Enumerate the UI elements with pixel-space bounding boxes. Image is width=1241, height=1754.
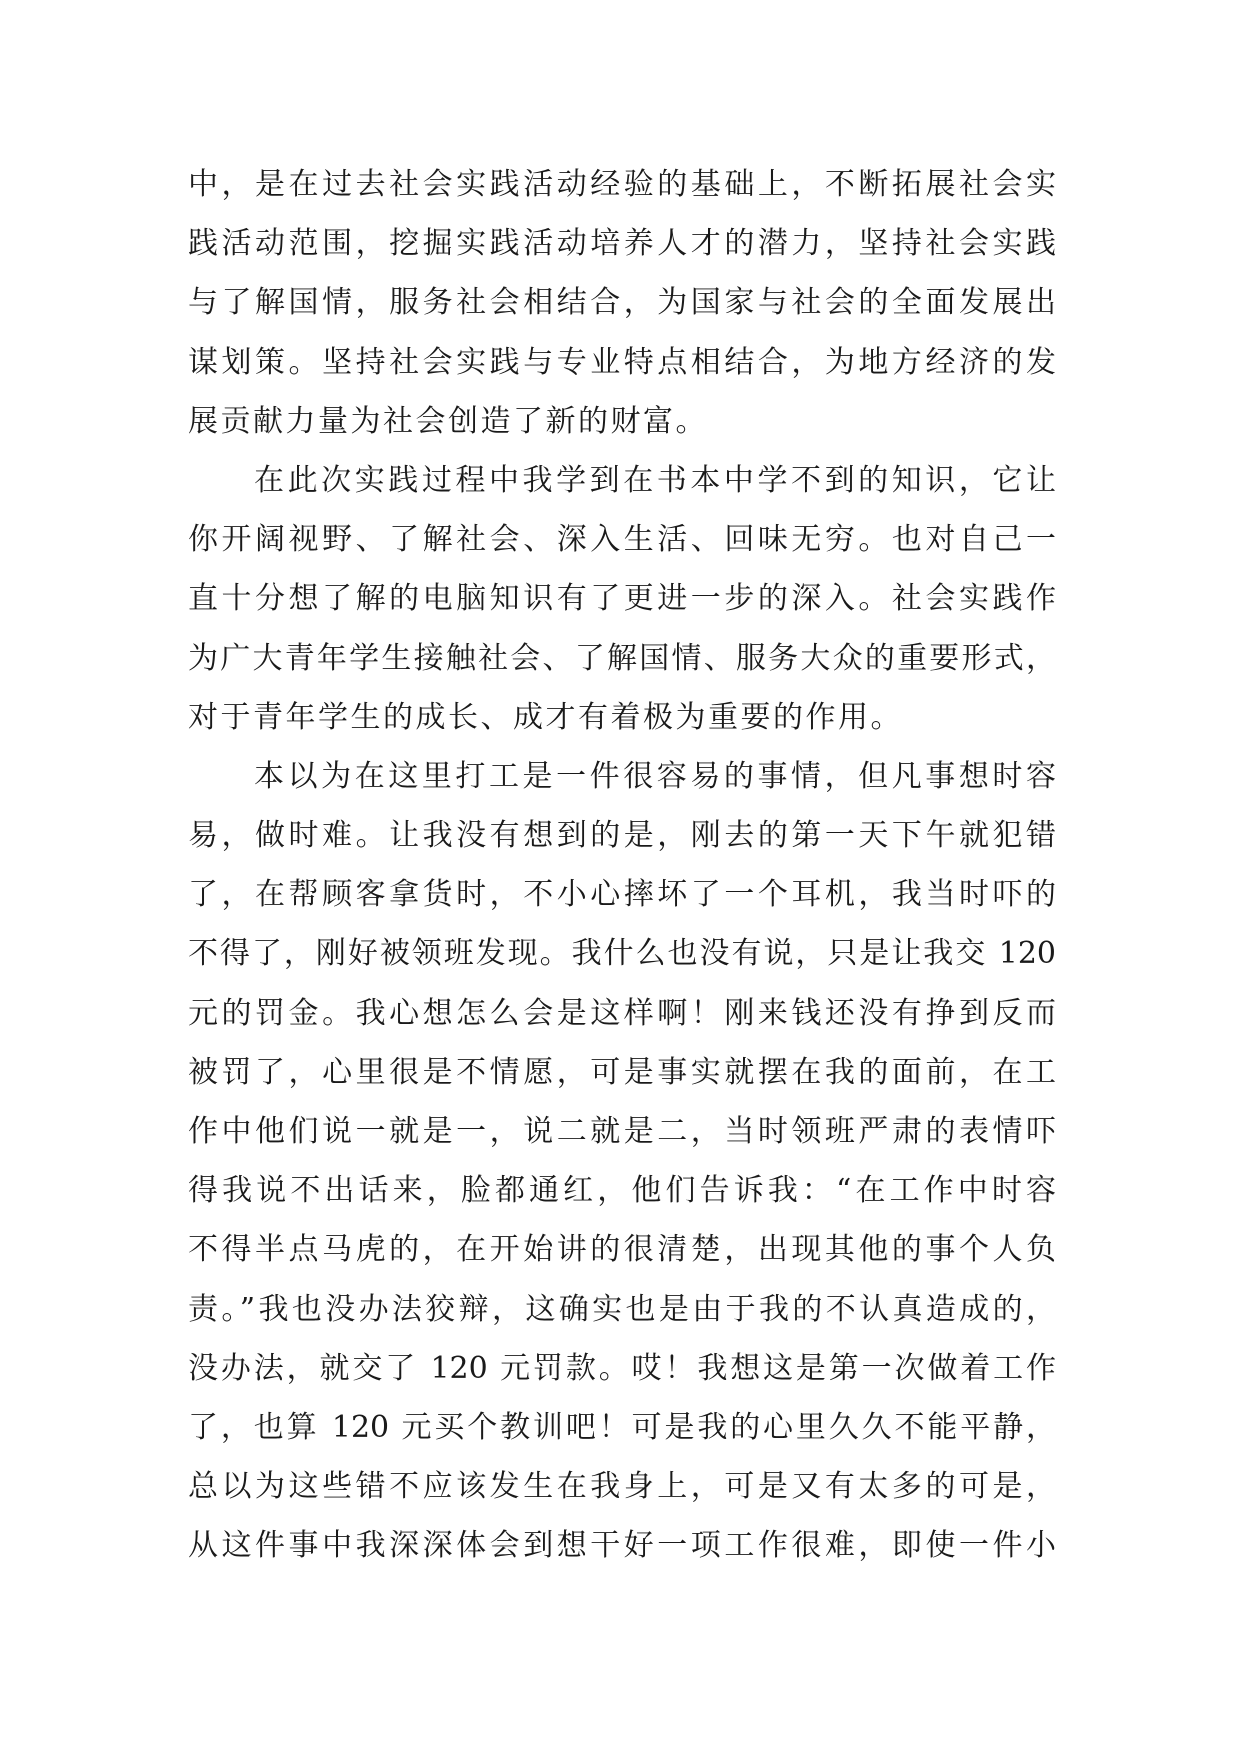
paragraph-line: 践活动范围，挖掘实践活动培养人才的潜力，坚持社会实践 xyxy=(188,226,1056,262)
paragraph-line: 为广大青年学生接触社会、了解国情、服务大众的重要形式， xyxy=(188,640,1056,676)
paragraph-line: 了，在帮顾客拿货时，不小心摔坏了一个耳机，我当时吓的 xyxy=(188,877,1056,913)
paragraph-line: 从这件事中我深深体会到想干好一项工作很难，即使一件小 xyxy=(188,1528,1056,1564)
paragraph-2 xyxy=(188,451,1056,747)
paragraph-line: 总以为这些错不应该发生在我身上，可是又有太多的可是， xyxy=(188,1469,1056,1505)
paragraph-line: 不得半点马虎的，在开始讲的很清楚，出现其他的事个人负 xyxy=(188,1232,1056,1268)
paragraph-line: 不得了，刚好被领班发现。我什么也没有说，只是让我交 120 xyxy=(188,936,1056,972)
paragraph-line: 易，做时难。让我没有想到的是，刚去的第一天下午就犯错 xyxy=(188,818,1056,854)
paragraph-line: 没办法，就交了 120 元罚款。哎！我想这是第一次做着工作 xyxy=(188,1350,1056,1386)
paragraph-line: 作中他们说一就是一，说二就是二，当时领班严肃的表情吓 xyxy=(188,1114,1056,1149)
paragraph-line: 本以为在这里打工是一件很容易的事情，但凡事想时容 xyxy=(254,758,1056,794)
paragraph-line: 谋划策。坚持社会实践与专业特点相结合，为地方经济的发 xyxy=(188,344,1056,380)
paragraph-1 xyxy=(188,155,1056,451)
paragraph-line: 直十分想了解的电脑知识有了更进一步的深入。社会实践作 xyxy=(188,581,1056,617)
paragraph-line: 了，也算 120 元买个教训吧！可是我的心里久久不能平静， xyxy=(188,1409,1056,1445)
paragraph-line: 得我说不出话来，脸都通红，他们告诉我：“在工作中时容 xyxy=(188,1173,1056,1209)
paragraph-3 xyxy=(188,747,1056,1576)
paragraph-line: 中，是在过去社会实践活动经验的基础上，不断拓展社会实 xyxy=(188,167,1056,202)
paragraph-line: 你开阔视野、了解社会、深入生活、回味无穷。也对自己一 xyxy=(188,522,1056,558)
paragraph-line: 被罚了，心里很是不情愿，可是事实就摆在我的面前，在工 xyxy=(188,1054,1056,1090)
paragraph-line: 展贡献力量为社会创造了新的财富。 xyxy=(188,403,708,439)
paragraph-line: 责。”我也没办法狡辩，这确实也是由于我的不认真造成的， xyxy=(188,1291,1056,1327)
paragraph-line: 对于青年学生的成长、成才有着极为重要的作用。 xyxy=(188,699,903,735)
paragraph-line: 与了解国情，服务社会相结合，为国家与社会的全面发展出 xyxy=(188,285,1056,321)
paragraph-line: 元的罚金。我心想怎么会是这样啊！刚来钱还没有挣到反而 xyxy=(188,995,1056,1031)
document-body xyxy=(188,155,1056,1576)
paragraph-line: 在此次实践过程中我学到在书本中学不到的知识，它让 xyxy=(254,462,1056,498)
